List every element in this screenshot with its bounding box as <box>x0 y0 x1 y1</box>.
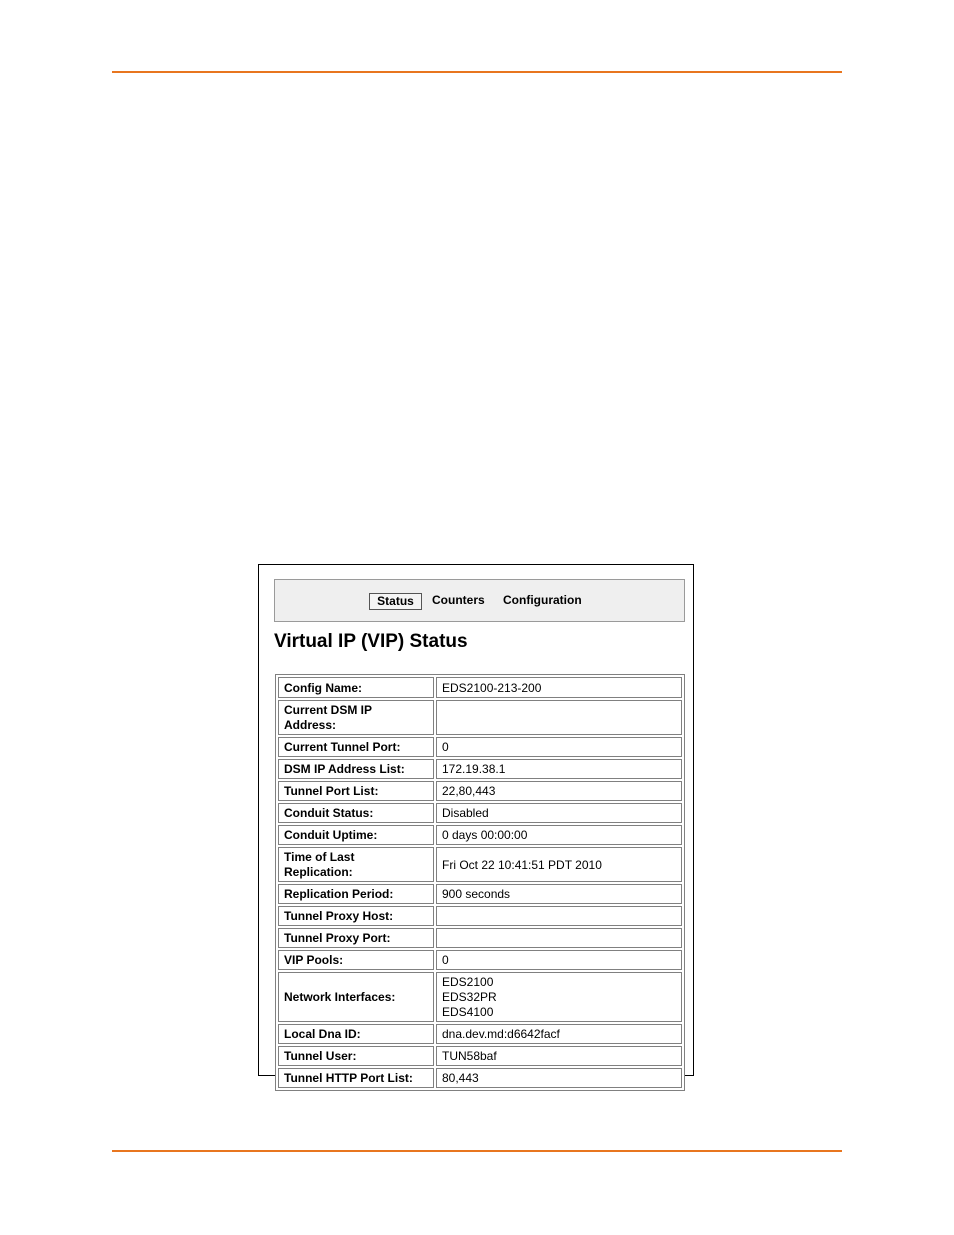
row-value <box>436 700 682 735</box>
row-value: 0 <box>436 950 682 970</box>
row-value: TUN58baf <box>436 1046 682 1066</box>
row-value: 900 seconds <box>436 884 682 904</box>
table-row <box>278 1068 682 1088</box>
tab-configuration[interactable]: Configuration <box>503 593 582 607</box>
network-interface-item: EDS4100 <box>442 1005 494 1019</box>
row-value <box>436 972 682 1022</box>
row-value: 0 <box>436 737 682 757</box>
row-label: Conduit Uptime: <box>278 825 434 845</box>
row-value: 172.19.38.1 <box>436 759 682 779</box>
row-label: Conduit Status: <box>278 803 434 823</box>
row-label: Local Dna ID: <box>278 1024 434 1044</box>
table-row <box>278 847 682 882</box>
row-label: Tunnel Proxy Host: <box>278 906 434 926</box>
row-value: 0 days 00:00:00 <box>436 825 682 845</box>
table-row <box>278 759 682 779</box>
row-label: Tunnel HTTP Port List: <box>278 1068 434 1088</box>
footer-rule <box>112 1150 842 1152</box>
tab-status[interactable]: Status <box>369 593 422 610</box>
status-table <box>275 674 685 1091</box>
table-row <box>278 884 682 904</box>
network-interface-item: EDS32PR <box>442 990 497 1004</box>
row-label: Config Name: <box>278 677 434 698</box>
row-label: VIP Pools: <box>278 950 434 970</box>
table-row <box>278 677 682 698</box>
row-value: 80,443 <box>436 1068 682 1088</box>
row-value: dna.dev.md:d6642facf <box>436 1024 682 1044</box>
row-label: Tunnel User: <box>278 1046 434 1066</box>
row-label: Tunnel Port List: <box>278 781 434 801</box>
row-label-text: Time of Last Replication: <box>284 850 355 879</box>
row-label-text: Current DSM IP Address: <box>284 703 372 732</box>
network-interface-item: EDS2100 <box>442 975 494 989</box>
row-label: Network Interfaces: <box>278 972 434 1022</box>
table-row <box>278 825 682 845</box>
row-value <box>436 906 682 926</box>
table-row <box>278 737 682 757</box>
row-value <box>436 928 682 948</box>
table-row <box>278 928 682 948</box>
row-label <box>278 700 434 735</box>
table-row <box>278 906 682 926</box>
tab-counters[interactable]: Counters <box>432 593 485 607</box>
row-value: EDS2100-213-200 <box>436 677 682 698</box>
table-row <box>278 972 682 1022</box>
row-value: Fri Oct 22 10:41:51 PDT 2010 <box>436 847 682 882</box>
row-label: Current Tunnel Port: <box>278 737 434 757</box>
table-row <box>278 781 682 801</box>
row-value: 22,80,443 <box>436 781 682 801</box>
table-row <box>278 803 682 823</box>
table-row <box>278 700 682 735</box>
nav-bar <box>274 579 685 622</box>
header-rule <box>112 71 842 73</box>
vip-status-screenshot <box>258 564 694 1085</box>
row-label <box>278 847 434 882</box>
row-value: Disabled <box>436 803 682 823</box>
row-label: Tunnel Proxy Port: <box>278 928 434 948</box>
table-row <box>278 950 682 970</box>
table-row <box>278 1024 682 1044</box>
row-label: DSM IP Address List: <box>278 759 434 779</box>
page-title: Virtual IP (VIP) Status <box>274 631 468 652</box>
row-label: Replication Period: <box>278 884 434 904</box>
table-row <box>278 1046 682 1066</box>
